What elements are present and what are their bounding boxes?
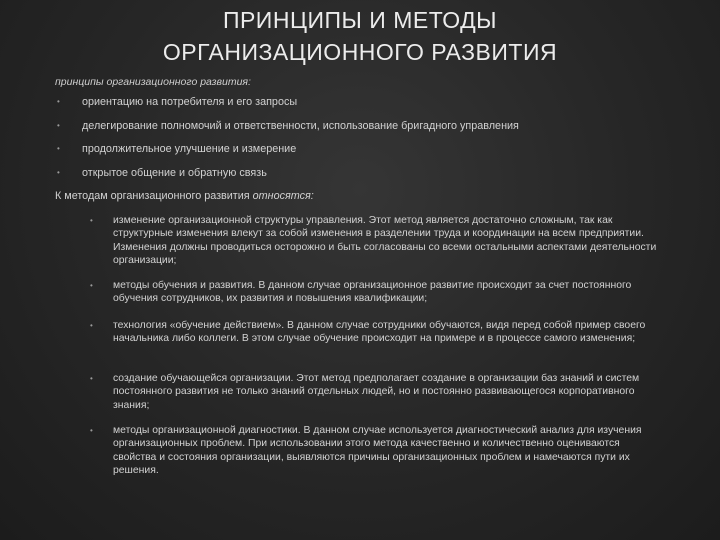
method-item: [90, 319, 658, 372]
principles-list: [55, 95, 675, 189]
principle-item: [55, 119, 675, 143]
slide-title-line-1: ПРИНЦИПЫ И МЕТОДЫ: [222, 7, 498, 33]
method-text: создание обучающейся организации. Этот метод предполагает создание в организации баз знаний и систем постоянного развития не только знаний отдельных людей, но и постоянно развивающегося корпоративного знания;: [113, 373, 640, 411]
principle-text: открытое общение и обратную связь: [82, 166, 267, 179]
principle-item: [55, 166, 675, 190]
method-text: изменение организационной структуры управления. Этот метод является достаточно сложным, так как структурные изменения влекут за собой изменения в разделении труда и координации на всем предприятии. Изменения должны проводиться осторожно и быть согласованы со всеми остальными аспектами деятельности организации;: [113, 215, 657, 267]
principle-text: делегирование полномочий и ответственности, использование бригадного управления: [82, 119, 519, 132]
bullet-icon: •: [90, 374, 93, 383]
method-item: [90, 214, 658, 279]
bullet-icon: •: [90, 216, 93, 225]
principle-item: [55, 95, 675, 119]
principles-heading: принципы организационного развития:: [55, 76, 251, 88]
principle-item: [55, 142, 675, 166]
methods-list: [90, 214, 658, 484]
method-text: методы организационной диагностики. В данном случае используется диагностический анализ для изучения организационных проблем. При использовании этого метода качественно и количественно оцениваются свойства и состояния организации, выявляются причины организационных проблем и намечаются пути их решения.: [113, 425, 642, 477]
method-text: методы обучения и развития. В данном случае организационное развитие происходит за счет постоянного обучения сотрудников, их развития и повышения квалификации;: [113, 280, 632, 305]
principle-text: ориентацию на потребителя и его запросы: [82, 96, 298, 108]
bullet-icon: •: [57, 120, 60, 130]
bullet-icon: •: [57, 144, 60, 153]
methods-heading: [55, 190, 314, 202]
slide-title-line-2: ОРГАНИЗАЦИОННОГО РАЗВИТИЯ: [162, 39, 558, 65]
methods-heading-italic: относятся:: [252, 190, 314, 202]
method-item: [90, 424, 658, 484]
principle-text: продолжительное улучшение и измерение: [82, 143, 297, 155]
method-item: [90, 372, 658, 424]
bullet-icon: •: [90, 426, 93, 435]
methods-heading-prefix: К методам организационного развития: [55, 190, 253, 202]
method-item: [90, 279, 658, 319]
bullet-icon: •: [57, 167, 60, 177]
bullet-icon: •: [90, 281, 93, 290]
slide-title: [0, 4, 720, 68]
bullet-icon: •: [57, 97, 60, 106]
bullet-icon: •: [90, 321, 93, 330]
method-text: технология «обучение действием». В данном случае сотрудники обучаются, видя перед собой пример своего начальника либо коллеги. В этом случае обучение происходит на примере и в процессе самого изменения;: [113, 320, 646, 345]
